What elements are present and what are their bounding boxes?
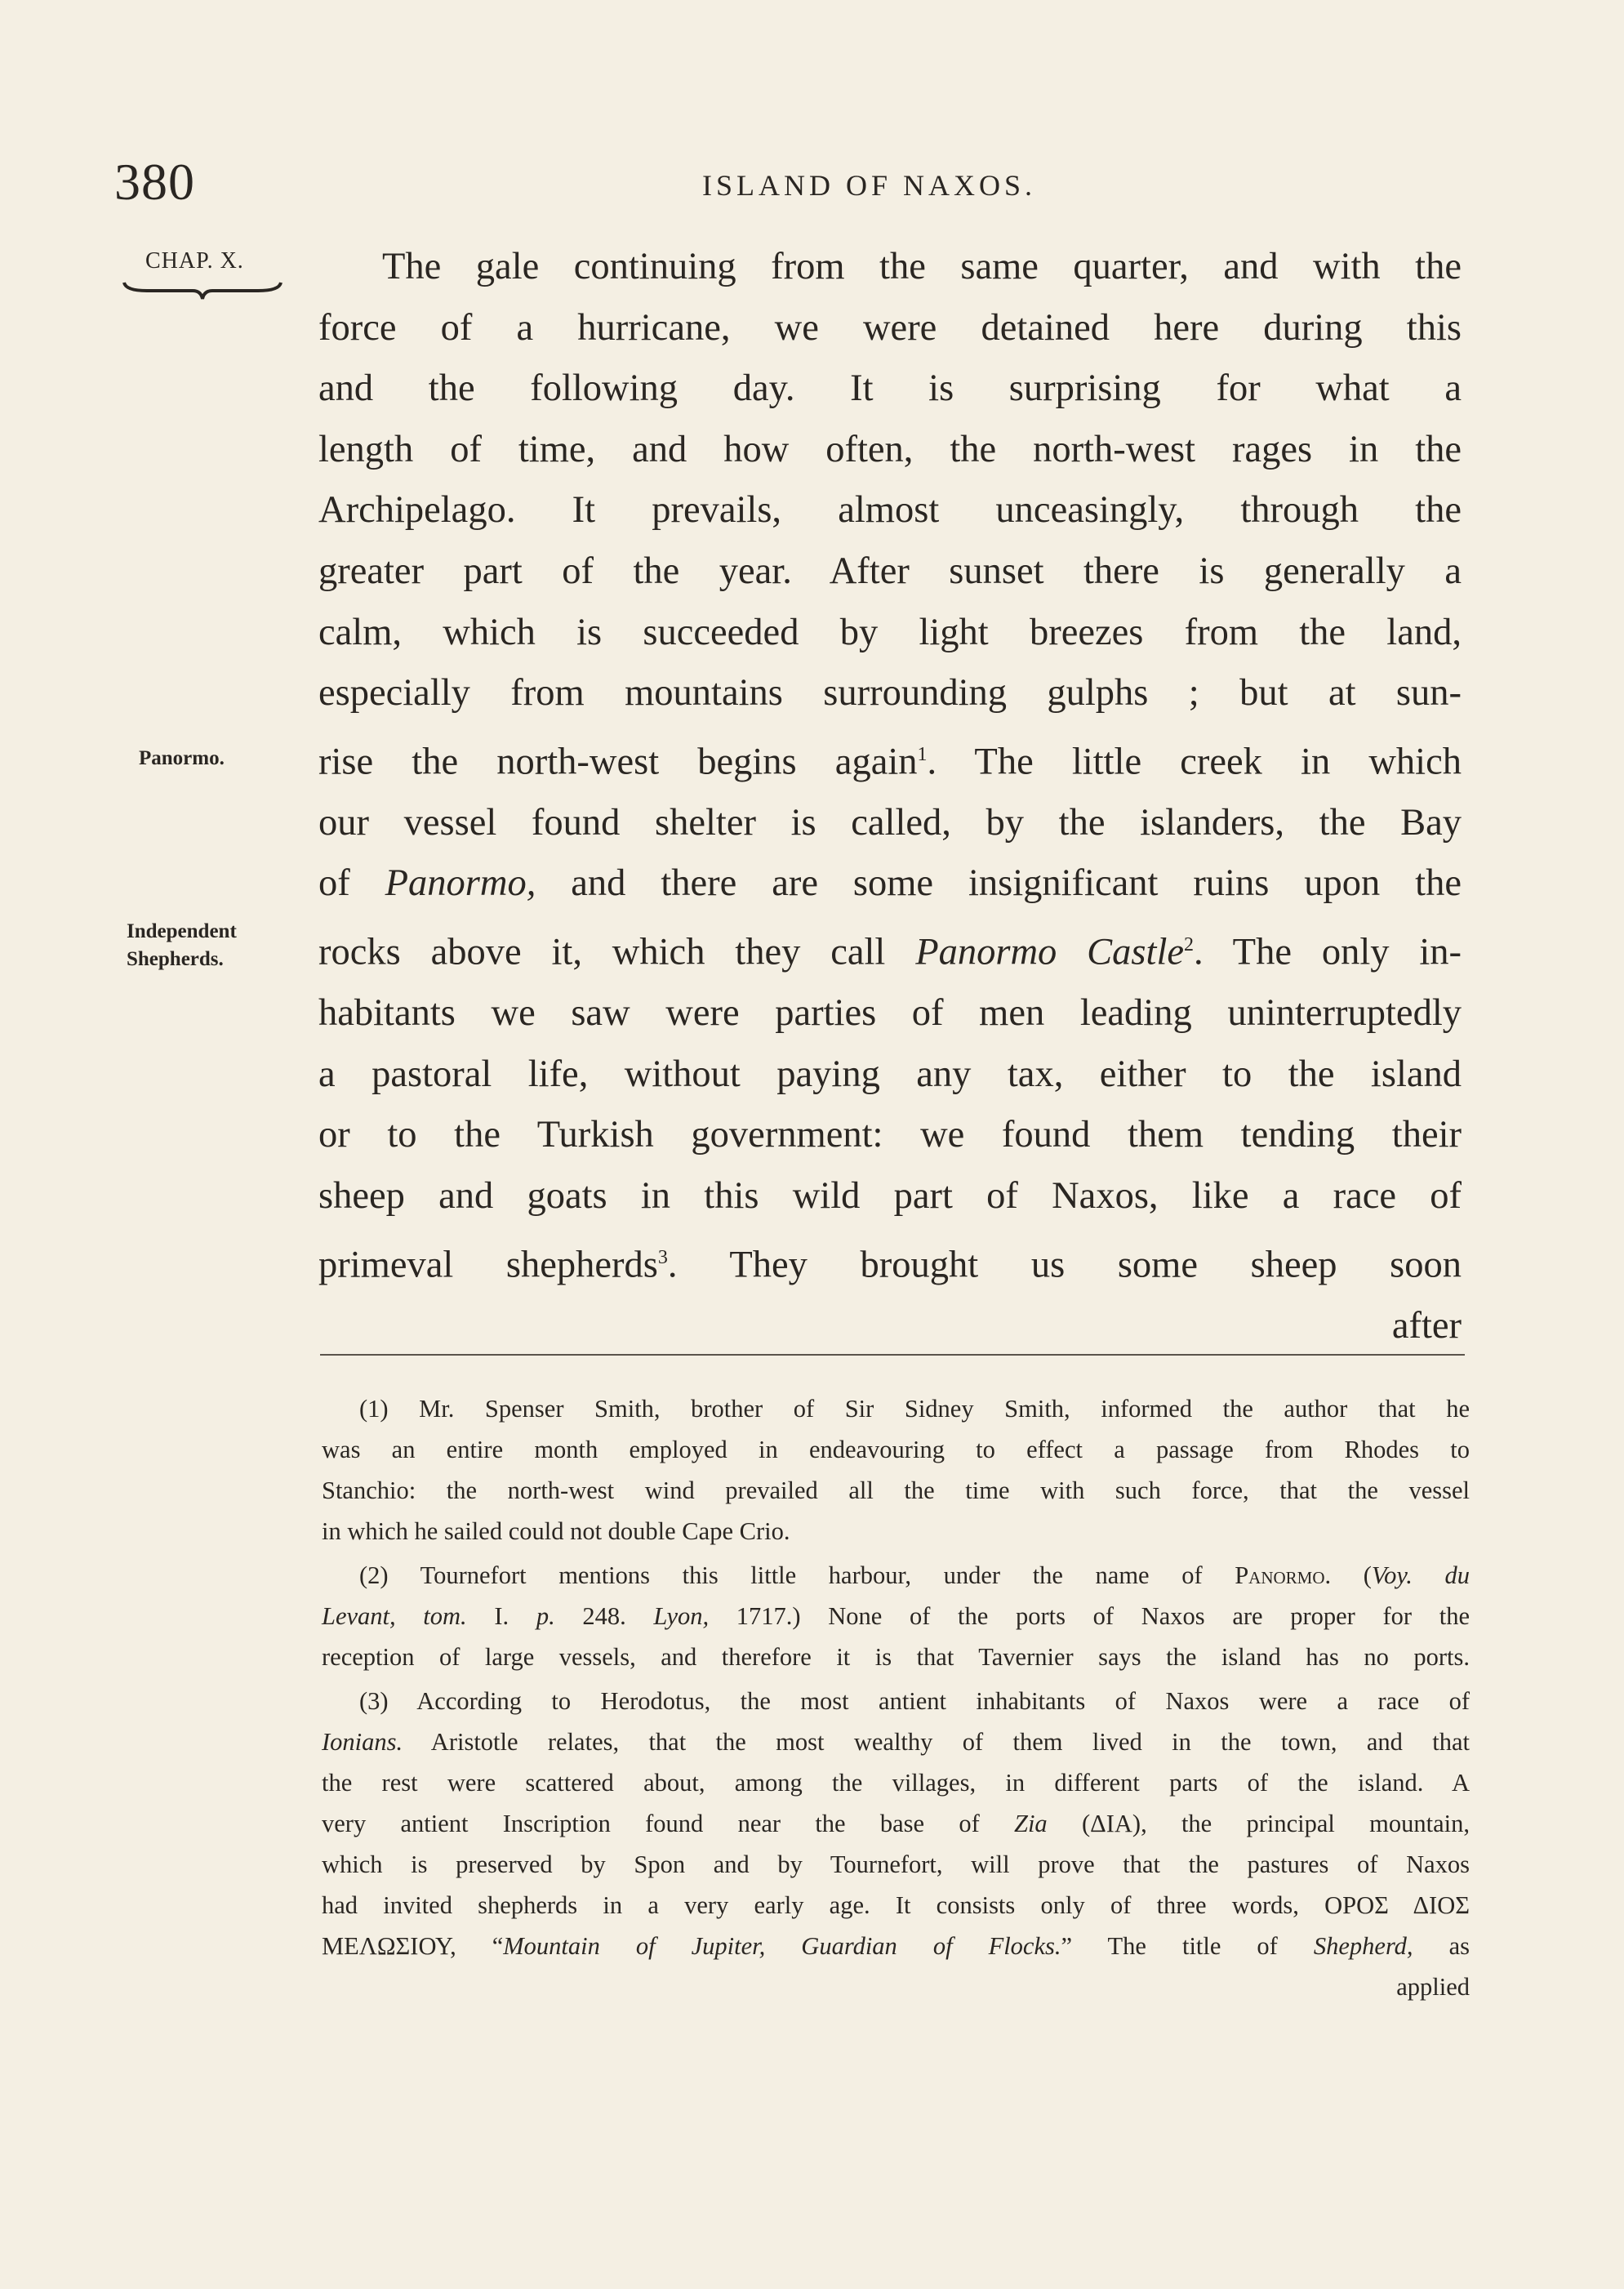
footnote-catchword: applied — [1396, 1973, 1470, 2001]
body-line: a pastoral life, without paying any tax, either to the island — [318, 1053, 1462, 1095]
footnote-line: which is preserved by Spon and by Tournefort, will prove that the pastures of Naxos — [322, 1850, 1470, 1878]
small-caps-run: Panormo — [1235, 1561, 1325, 1589]
text-run: . The only in- — [1194, 931, 1462, 973]
body-line: our vessel found shelter is called, by the islanders, the Bay — [318, 801, 1462, 844]
text-run: . The little creek in which — [927, 741, 1462, 783]
footnotes — [322, 1388, 1470, 2011]
body-line: especially from mountains surrounding gulphs ; but at sun- — [318, 672, 1462, 715]
footnote-ref: 3 — [657, 1246, 668, 1268]
footnote-line: in which he sailed could not double Cape Crio. — [322, 1517, 790, 1545]
footnote-line: reception of large vessels, and therefore it is that Tavernier says the island has no ports. — [322, 1643, 1470, 1671]
footnote-rule — [320, 1354, 1465, 1356]
footnote-line: the rest were scattered about, among the villages, in different parts of the island. A — [322, 1769, 1470, 1797]
body-line: Archipelago. It prevails, almost unceasingly, through the — [318, 489, 1462, 532]
sidenote-panormo: Panormo. — [139, 747, 225, 769]
text-run: . They brought us some sheep soon — [667, 1244, 1462, 1285]
italic-run: Voy. du — [1371, 1561, 1470, 1589]
text-run: 1717.) None of the ports of Naxos are proper for the — [709, 1602, 1470, 1630]
body-line — [318, 724, 1462, 793]
footnote-1 — [322, 1388, 1470, 1552]
sidenote-shepherds — [127, 918, 237, 973]
body-line — [318, 915, 1462, 983]
body-line: calm, which is succeeded by light breezes from the land, — [318, 611, 1462, 653]
footnote-line: Stanchio: the north-west wind prevailed all the time with such force, that the vessel — [322, 1476, 1470, 1504]
body-line: or to the Turkish government: we found them tending their — [318, 1114, 1462, 1156]
footnote-line — [322, 1721, 1470, 1762]
italic-run: Zia — [1014, 1810, 1048, 1837]
footnote-ref: 2 — [1184, 934, 1195, 956]
body-line: habitants we saw were parties of men leading uninterruptedly — [318, 992, 1462, 1035]
running-head: ISLAND OF NAXOS. — [702, 169, 1037, 202]
text-run: 248. — [554, 1602, 654, 1630]
text-run: rise the north-west begins again — [318, 741, 918, 783]
text-run: as — [1413, 1932, 1470, 1960]
body-line: sheep and goats in this wild part of Naxos, like a race of — [318, 1174, 1462, 1217]
italic-run: Lyon, — [653, 1602, 710, 1630]
italic-run: Levant, tom. — [322, 1602, 467, 1630]
italic-run: Ionians. — [322, 1728, 403, 1756]
catchword: after — [1391, 1304, 1462, 1347]
italic-run: p. — [536, 1602, 555, 1630]
footnote-3 — [322, 1681, 1470, 2007]
italic-run: Shepherd, — [1313, 1932, 1413, 1960]
footnote-line: was an entire month employed in endeavouring to effect a passage from Rhodes to — [322, 1436, 1470, 1463]
text-run: primeval shepherds — [318, 1244, 658, 1285]
text-run: and there are some insignificant ruins upon the — [536, 862, 1462, 905]
footnote-line — [322, 1803, 1470, 1844]
body-line: length of time, and how often, the north-west rages in the — [318, 428, 1462, 470]
text-run: I. — [466, 1602, 536, 1630]
footnote-line: (1) Mr. Spenser Smith, brother of Sir Sidney Smith, informed the author that he — [359, 1395, 1470, 1423]
body-text — [318, 237, 1462, 1356]
footnote-line: (3) According to Herodotus, the most antient inhabitants of Naxos were a race of — [359, 1687, 1470, 1715]
body-line: greater part of the year. After sunset there is generally a — [318, 550, 1462, 592]
body-line: The gale continuing from the same quarter, and with the — [382, 246, 1462, 287]
chapter-brace — [122, 281, 283, 301]
text-run: Aristotle relates, that the most wealthy of them lived in the town, and that — [403, 1728, 1470, 1756]
footnote-line — [322, 1926, 1470, 1966]
footnote-2 — [322, 1555, 1470, 1677]
sidenote-line: Shepherds. — [127, 948, 224, 970]
text-run: ΜΕΛΩΣΙΟΥ, “ — [322, 1932, 504, 1960]
text-run: very antient Inscription found near the base of — [322, 1810, 1014, 1837]
place-name: Panormo Castle — [915, 931, 1185, 973]
chapter-label: CHAP. X. — [145, 248, 244, 274]
footnote-line — [322, 1596, 1470, 1637]
footnote-line: had invited shepherds in a very early age. It consists only of three words, ΟΡΟΣ ΔΙΟΣ — [322, 1891, 1470, 1919]
text-run: (ΔΙΑ), the principal mountain, — [1047, 1810, 1470, 1837]
text-run: of — [318, 862, 385, 905]
footnote-line — [322, 1555, 1470, 1596]
footnote-ref: 1 — [917, 743, 928, 765]
place-name: Panormo, — [385, 862, 536, 905]
text-run: (2) Tournefort mentions this little harbour, under the name of — [359, 1561, 1235, 1589]
body-line: force of a hurricane, we were detained here during this — [318, 306, 1462, 349]
body-line: and the following day. It is surprising for what a — [318, 367, 1462, 410]
italic-run: Mountain of Jupiter, Guardian of Flocks. — [503, 1932, 1061, 1960]
body-line — [318, 853, 1462, 915]
sidenote-line: Independent — [127, 920, 237, 942]
body-line — [318, 1227, 1462, 1296]
text-run: ” The title of — [1061, 1932, 1314, 1960]
text-run: rocks above it, which they call — [318, 931, 916, 973]
text-run: . ( — [1324, 1561, 1372, 1589]
page-number: 380 — [114, 153, 195, 211]
